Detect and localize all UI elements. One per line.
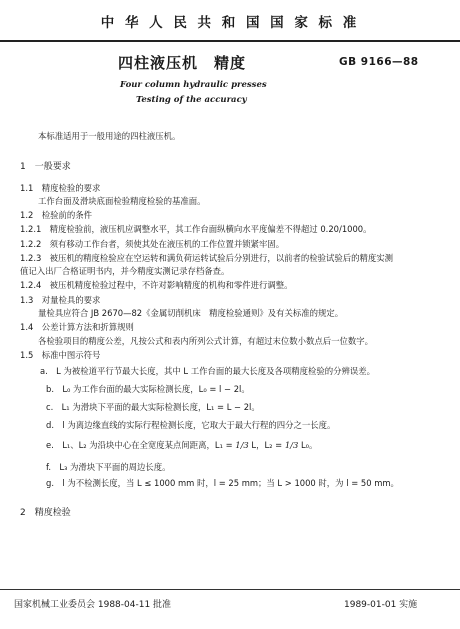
- footer-divider: [0, 589, 460, 590]
- symbol-item-f: f. L₃ 为滑块下平面的周边长度。: [46, 462, 171, 472]
- section-1-3-text: 量检具应符合 JB 2670—82《金属切削机床 精度检验通则》及有关标准的规定。: [38, 308, 344, 318]
- scope-paragraph: 本标准适用于一般用途的四柱液压机。: [38, 131, 181, 141]
- document-title: 四柱液压机 精度: [118, 54, 247, 72]
- item-e-end: L₀。: [298, 440, 318, 450]
- standard-organization-header: 中 华 人 民 共 和 国 国 家 标 准: [100, 15, 360, 31]
- symbol-item-e: [46, 440, 317, 451]
- english-title-line-2: Testing of the accuracy: [136, 95, 247, 105]
- section-1-2-4: 1.2.4 被压机精度检验过程中，不许对影响精度的机构和零件进行调整。: [20, 280, 293, 290]
- section-1-4-heading: 1.4 公差计算方法和折算规则: [20, 322, 134, 332]
- approval-line: 国家机械工业委员会 1988-04-11 批准: [14, 600, 172, 610]
- symbol-item-g: g. l 为不检测长度，当 L ≤ 1000 mm 时，l = 25 mm；当 L > 1000 时，为 l = 50 mm。: [46, 478, 399, 488]
- section-1-heading: 1 一般要求: [20, 162, 71, 172]
- section-1-2-2: 1.2.2 须有移动工作台者，须使其处在液压机的工作位置并锁紧牢固。: [20, 239, 285, 249]
- section-1-4-text: 各检验项目的精度公差，凡按公式和表内所列公式计算，有超过末位数小数点后一位数字。: [38, 336, 373, 346]
- section-1-1-heading: 1.1 精度检验的要求: [20, 183, 101, 193]
- symbol-item-a: a. L 为被检道平行节最大长度，其中 L 工作台面的最大长度及各项精度检验的分辨误差。: [40, 366, 375, 376]
- section-1-5-heading: 1.5 标准中图示符号: [20, 350, 101, 360]
- symbol-item-b: b. L₀ 为工作台面的最大实际检测长度，L₀ = l − 2l。: [46, 384, 250, 394]
- section-2-heading: 2 精度检验: [20, 508, 71, 518]
- item-e-mid: L，L₂ =: [248, 440, 285, 450]
- item-e-text: e. L₁、L₂ 为沿块中心在全宽度某点间距离，L₁ =: [46, 440, 236, 450]
- standard-number: GB 9166—88: [339, 56, 419, 68]
- english-title-line-1: Four column hydraulic presses: [120, 80, 267, 90]
- item-e-fraction-2: 1/3: [284, 440, 299, 450]
- symbol-item-c: c. L₁ 为滑块下平面的最大实际检测长度，L₁ = L − 2l。: [46, 402, 260, 412]
- symbol-item-d: d. l 为离边缘直线的实际行程检测长度，它取大于最大行程的四分之一长度。: [46, 420, 336, 430]
- implementation-date: 1989-01-01 实施: [344, 600, 418, 610]
- section-1-1-text: 工作台面及滑块底面检验精度检验的基准面。: [38, 196, 206, 206]
- section-1-3-heading: 1.3 对量检具的要求: [20, 295, 101, 305]
- section-1-2-heading: 1.2 检验前的条件: [20, 210, 92, 220]
- item-e-fraction-1: 1/3: [235, 440, 249, 450]
- header-divider: [0, 40, 460, 42]
- section-1-2-3-line-1: 1.2.3 被压机的精度检验应在空运转和满负荷运转试验后分别进行，以前者的检验试验后的精度实测: [20, 253, 394, 263]
- section-1-2-3-line-2: 值记入出厂合格证明书内，并今精度实测记录存档备查。: [20, 266, 230, 276]
- section-1-2-1: 1.2.1 精度检验前，液压机应调整水平，其工作台面纵横向水平度偏差不得超过 0.20/1000。: [20, 224, 372, 234]
